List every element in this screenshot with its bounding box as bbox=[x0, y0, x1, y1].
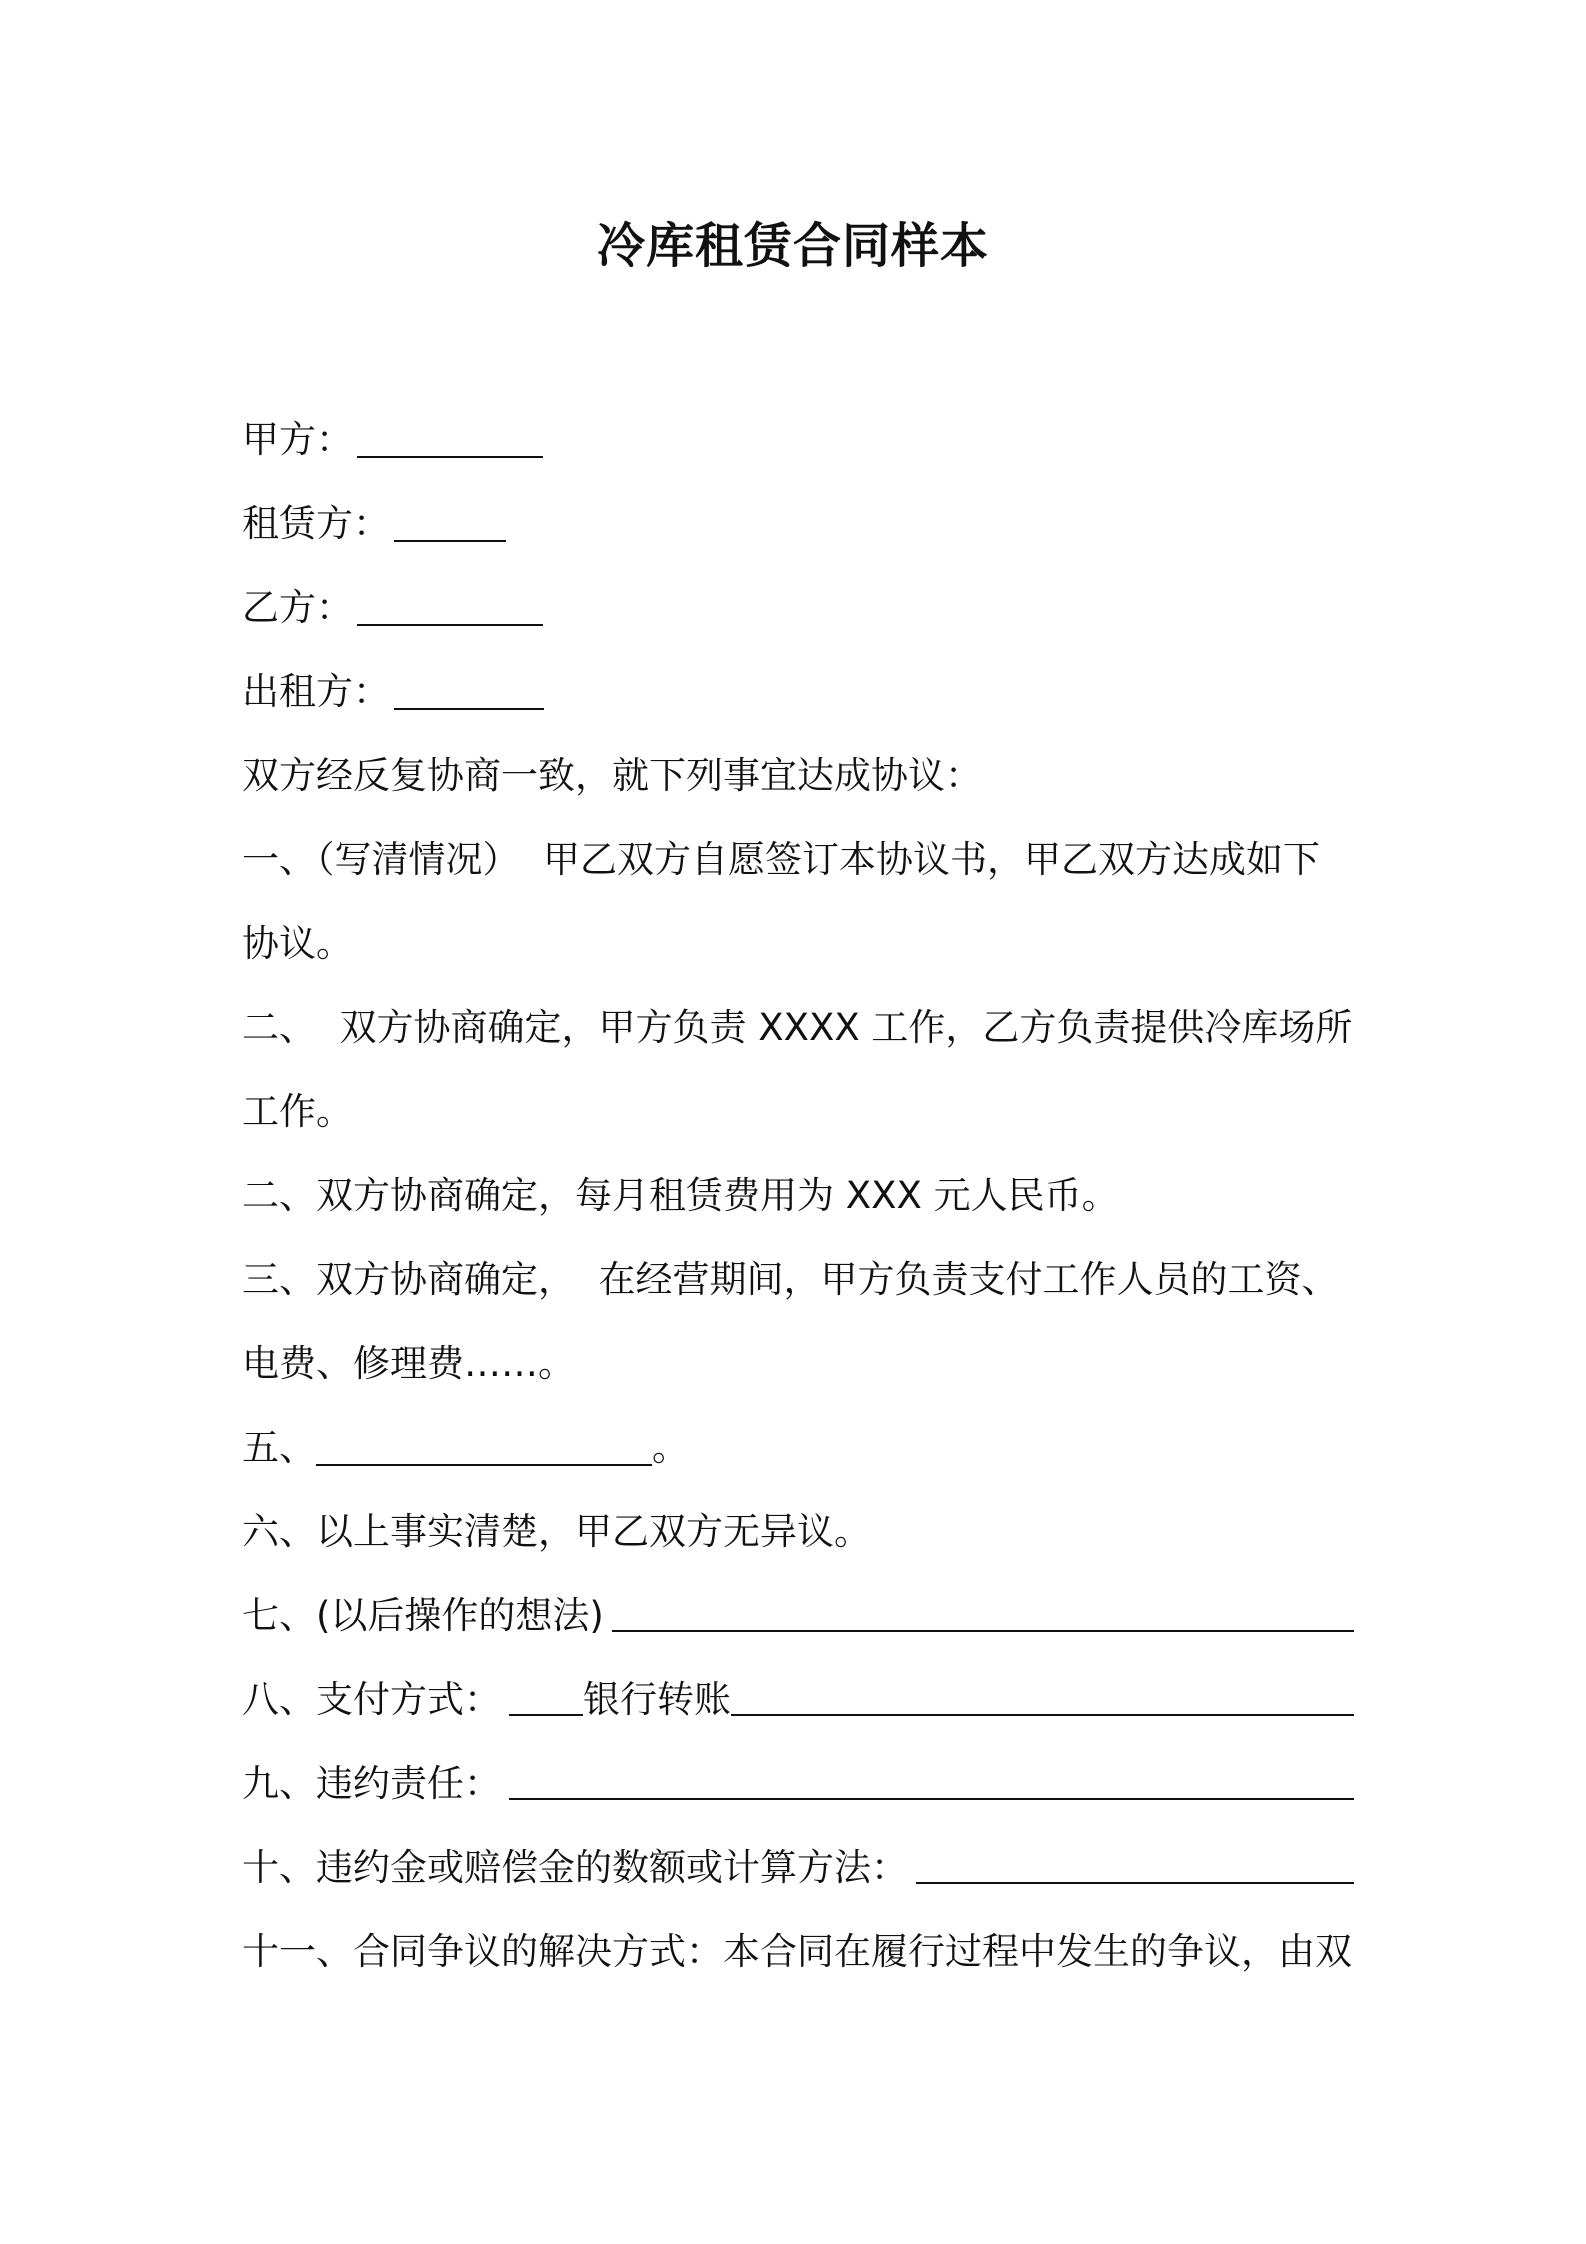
clause-11-line-1: 十一、合同争议的解决方式：本合同在履行过程中发生的争议，由双 bbox=[242, 1930, 1352, 1973]
clause-9-label: 九、违约责任： bbox=[242, 1762, 501, 1805]
intro-paragraph: 双方经反复协商一致，就下列事宜达成协议： bbox=[242, 754, 982, 797]
clause-1-line-2: 协议。 bbox=[242, 922, 353, 965]
clause-6: 六、以上事实清楚，甲乙双方无异议。 bbox=[242, 1510, 871, 1553]
clause-9-line bbox=[242, 1754, 1354, 1814]
clause-2a-line-2: 工作。 bbox=[242, 1090, 353, 1133]
party-b-label: 乙方： bbox=[242, 586, 353, 629]
document-title: 冷库租赁合同样本 bbox=[596, 218, 989, 274]
clause-3-line-1: 三、双方协商确定， 在经营期间，甲方负责支付工作人员的工资、 bbox=[242, 1258, 1339, 1301]
clause-2b: 二、双方协商确定，每月租赁费用为 XXX 元人民币。 bbox=[242, 1174, 1119, 1217]
clause-8-trail-blank[interactable] bbox=[731, 1676, 1354, 1716]
clause-5-prefix: 五、 bbox=[242, 1426, 316, 1469]
clause-7-label: 七、(以后操作的想法) bbox=[242, 1594, 604, 1637]
clause-3-line-2: 电费、修理费……。 bbox=[242, 1342, 575, 1385]
lessee-blank[interactable] bbox=[394, 502, 506, 542]
clause-10-line bbox=[242, 1838, 1354, 1898]
clause-9-blank[interactable] bbox=[509, 1760, 1354, 1800]
party-b-blank[interactable] bbox=[357, 586, 543, 626]
clause-2a-line-1: 二、 双方协商确定，甲方负责 XXXX 工作，乙方负责提供冷库场所 bbox=[242, 1006, 1353, 1049]
clause-8-label: 八、支付方式： bbox=[242, 1678, 501, 1721]
clause-8-line bbox=[242, 1670, 1354, 1730]
lessee-line bbox=[242, 494, 506, 554]
clause-8-lead-blank[interactable] bbox=[509, 1676, 583, 1716]
party-b-line bbox=[242, 578, 543, 638]
clause-1-line-1: 一、（写清情况） 甲乙双方自愿签订本协议书，甲乙双方达成如下 bbox=[242, 838, 1321, 881]
clause-5-suffix: 。 bbox=[652, 1426, 689, 1469]
lessee-label: 租赁方： bbox=[242, 502, 390, 545]
lessor-blank[interactable] bbox=[394, 670, 544, 710]
clause-7-line bbox=[242, 1586, 1354, 1646]
clause-5-line bbox=[242, 1418, 689, 1478]
clause-5-blank[interactable] bbox=[316, 1426, 652, 1466]
clause-10-blank[interactable] bbox=[916, 1844, 1354, 1884]
clause-7-blank[interactable] bbox=[612, 1592, 1354, 1632]
clause-8-value: 银行转账 bbox=[583, 1678, 731, 1721]
lessor-label: 出租方： bbox=[242, 670, 390, 713]
party-a-blank[interactable] bbox=[357, 418, 543, 458]
clause-10-label: 十、违约金或赔偿金的数额或计算方法： bbox=[242, 1846, 908, 1889]
party-a-label: 甲方： bbox=[242, 418, 353, 461]
party-a-line bbox=[242, 410, 543, 470]
lessor-line bbox=[242, 662, 544, 722]
